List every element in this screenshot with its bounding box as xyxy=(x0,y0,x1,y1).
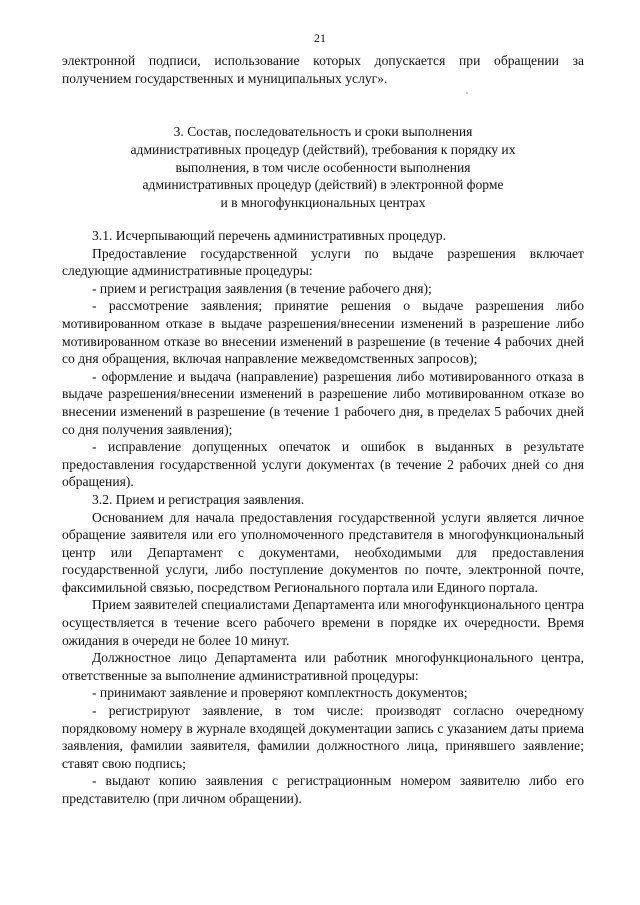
list-item: - исправление допущенных опечаток и ошибок в выданных в результате предоставления государственной услуги документах (в течение 2 рабочих дней со дня обращения). xyxy=(62,439,584,490)
section-heading xyxy=(62,123,584,212)
list-item: - рассмотрение заявления; принятие решения о выдаче разрешения либо мотивированном отказе в выдаче разрешения/внесении изменений в разрешение либо мотивированном отказе во внесении изменений в разрешение (в течение 4 рабочих дней со дня обращения, включая направление межведомственных запросов); xyxy=(62,298,584,367)
body-text xyxy=(62,227,584,808)
list-item: - оформление и выдача (направление) разрешения либо мотивированного отказа в выдаче разрешения/внесении изменений в разрешение либо мотивированном отказе во внесении изменений в разрешение (в течение 1 рабочего дня, в пределах 5 рабочих дней со дня получения заявления); xyxy=(62,368,584,437)
continuation-paragraph: электронной подписи, использование которых допускается при обращении за получением государственных и муниципальных услуг». xyxy=(62,53,584,86)
section-heading-line: 3. Состав, последовательность и сроки выполнения xyxy=(173,124,473,139)
section-heading-line: и в многофункциональных центрах xyxy=(220,195,426,211)
body-paragraph: Предоставление государственной услуги по выдаче разрешения включает следующие административные процедуры: xyxy=(62,245,584,279)
continuation-text xyxy=(62,52,584,87)
list-item: - регистрируют заявление, в том числе: производят согласно очередному порядковому номеру в журнале входящей документации запись с указанием даты приема заявления, фамилии заявителя, фамилии должностного лица, принявшего заявление; ставят свою подпись; xyxy=(62,703,584,771)
list-item: - прием и регистрация заявления (в течение рабочего дня); xyxy=(92,280,432,296)
list-item: - выдают копию заявления с регистрационным номером заявителю либо его представителю (при личном обращении). xyxy=(62,773,584,806)
subsection-title: 3.2. Прием и регистрация заявления. xyxy=(92,491,305,507)
list-item: - принимают заявление и проверяют комплектность документов; xyxy=(92,685,468,701)
section-heading-line: административных процедур (действий) в электронной форме xyxy=(142,177,504,193)
page-number: 21 xyxy=(314,31,326,45)
body-paragraph: Прием заявителей специалистами Департамента или многофункционального центра осуществляется в течение всего рабочего времени в порядке их очередности. Время ожидания в очереди не более 10 минут. xyxy=(62,597,584,648)
body-paragraph: Основанием для начала предоставления государственной услуги является личное обращение заявителя или его уполномоченного представителя в многофункциональный центр или Департамент с документами, необходимыми для предоставления государственной услуги, либо поступление документов по почте, электронной почте, факсимильной связью, посредством Регионального портала или Единого портала. xyxy=(62,509,584,595)
subsection-title: 3.1. Исчерпывающий перечень административных процедур. xyxy=(92,228,446,243)
section-heading-line: административных процедур (действий), требования к порядку их xyxy=(130,141,516,157)
body-paragraph: Должностное лицо Департамента или работник многофункционального центра, ответственные за выполнение административной процедуры: xyxy=(62,650,584,683)
scan-speck xyxy=(466,92,468,94)
section-heading-line: выполнения, в том числе особенности выполнения xyxy=(175,159,471,175)
